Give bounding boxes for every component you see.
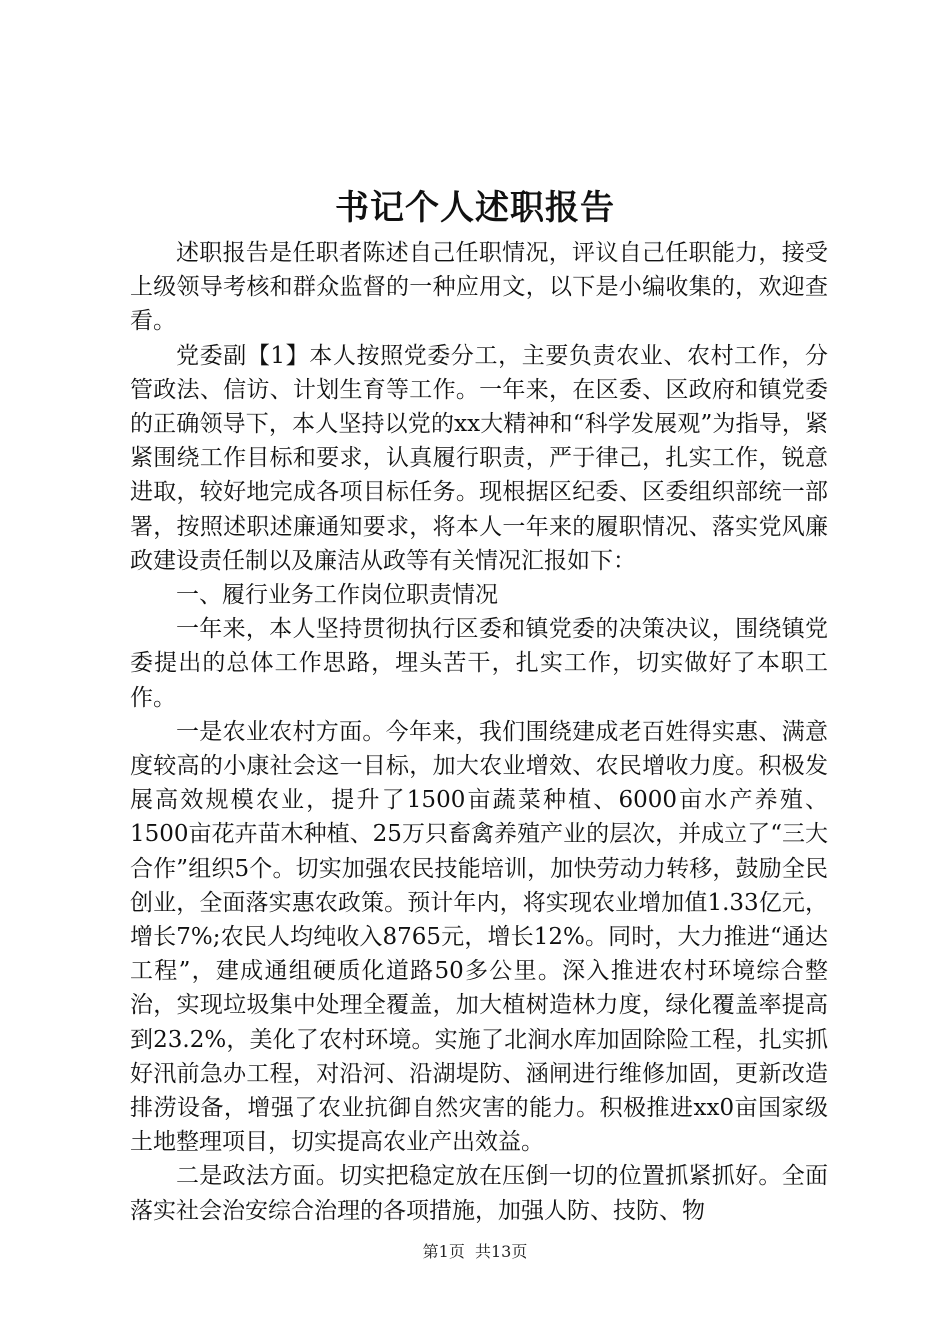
page-footer: 第1页 共13页 [422, 1242, 528, 1261]
paragraph-summary: 一年来，本人坚持贯彻执行区委和镇党委的决策决议，围绕镇党委提出的总体工作思路，埋头苦干，扎实工作，切实做好了本职工作。 [130, 616, 828, 711]
paragraph-overview: 党委副【1】本人按照党委分工，主要负责农业、农村工作，分管政法、信访、计划生育等工作。一年来，在区委、区政府和镇党委的正确领导下，本人坚持以党的xx大精神和“科学发展观”为指导，紧紧围绕工作目标和要求，认真履行职责，严于律己，扎实工作，锐意进取，较好地完成各项目标任务。现根据区纪委、区委组织部统一部署，按照述职述廉通知要求，将本人一年来的履职情况、落实党风廉政建设责任制以及廉洁从政等有关情况汇报如下： [130, 342, 828, 574]
paragraph-intro: 述职报告是任职者陈述自己任职情况，评议自己任职能力，接受上级领导考核和群众监督的一种应用文，以下是小编收集的，欢迎查看。 [130, 240, 828, 335]
paragraph-politics-law: 二是政法方面。切实把稳定放在压倒一切的位置抓紧抓好。全面落实社会治安综合治理的各项措施，加强人防、技防、物 [130, 1163, 828, 1224]
paragraph-agriculture: 一是农业农村方面。今年来，我们围绕建成老百姓得实惠、满意度较高的小康社会这一目标，加大农业增效、农民增收力度。积极发展高效规模农业，提升了1500亩蔬菜种植、6000亩水产养殖、1500亩花卉苗木种植、25万只畜禽养殖产业的层次，并成立了“三大合作”组织5个。切实加强农民技能培训，加快劳动力转移，鼓励全民创业，全面落实惠农政策。预计年内，将实现农业增加值1.33亿元，增长7%;农民人均纯收入8765元，增长12%。同时，大力推进“通达工程”，建成通组硬质化道路50多公里。深入推进农村环境综合整治，实现垃圾集中处理全覆盖，加大植树造林力度，绿化覆盖率提高到23.2%，美化了农村环境。实施了北涧水库加固除险工程，扎实抓好汛前急办工程，对沿河、沿湖堤防、涵闸进行维修加固，更新改造排涝设备，增强了农业抗御自然灾害的能力。积极推进xx0亩国家级土地整理项目，切实提高农业产出效益。 [130, 718, 828, 1156]
document-body [130, 236, 828, 1228]
section-heading: 一、履行业务工作岗位职责情况 [176, 582, 498, 609]
document-title: 书记个人述职报告 [335, 188, 615, 228]
